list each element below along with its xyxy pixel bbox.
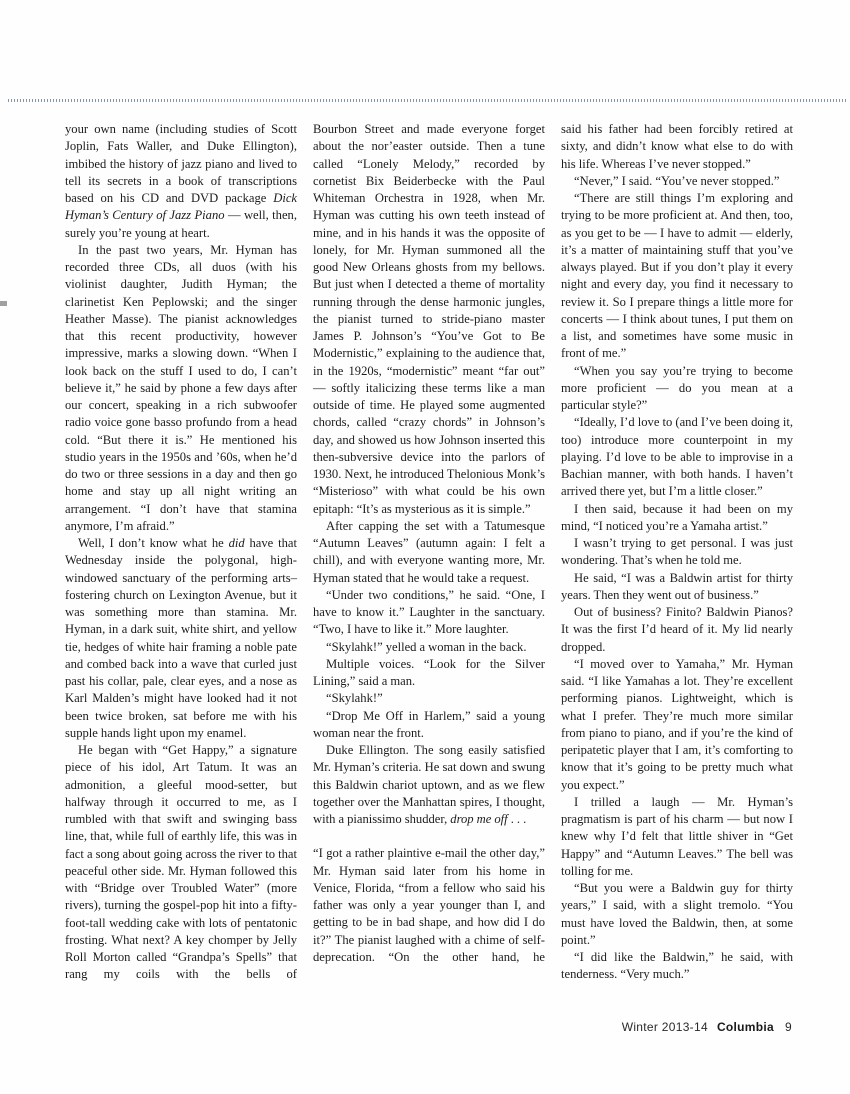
dotted-divider: [8, 99, 848, 102]
paragraph: [561, 363, 793, 415]
paragraph: [313, 690, 545, 707]
text-run: I trilled a laugh — Mr. Hyman’s pragmatism is part of his charm — but now I knew why I’d felt that little shiver in “Get Happy” and “Autumn Leaves.” The bell was tolling for me.: [561, 794, 793, 878]
paragraph: [313, 656, 545, 691]
paragraph: [561, 121, 793, 173]
text-run: He said, “I was a Baldwin artist for thirty years. Then they went out of business.”: [561, 570, 793, 602]
text-run: “Skylahk!”: [326, 691, 383, 706]
text-run: “Drop Me Off in Harlem,” said a young woman near the front.: [313, 708, 545, 740]
italic-text-run: drop me off: [450, 812, 508, 826]
text-column: [313, 121, 545, 984]
paragraph: [561, 656, 793, 794]
paragraph: [65, 242, 297, 535]
text-run: “I did like the Baldwin,” he said, with tenderness. “Very much.”: [561, 950, 793, 982]
footer-brand: Columbia: [716, 1020, 775, 1034]
footer-issue: Winter 2013-14: [621, 1020, 708, 1034]
paragraph: [65, 535, 297, 742]
text-run: He began with “Get Happy,” a signature piece of his idol, Art Tatum. It was an admonition, a gleeful mood-setter, but halfway through it occurred to me, as I rumbled with that swift and swinging bass line, that, while full of earthly life, this was in fact a song about going across the river to that peaceful other side. Mr. Hyman followed this with “Bridge over Troubled Water” (more rivers), turning the gospel-pop hit into a fifty-foot-tall wedding cake with lots of pentatonic frosting. What next? A key chomper by Jelly Roll Morton called “Grandpa’s Spells” that rang my coils with the bells of: [65, 743, 297, 982]
paragraph: [561, 414, 793, 500]
paragraph: [561, 570, 793, 605]
text-run: Multiple voices. “Look for the Silver Lining,” said a man.: [313, 656, 545, 688]
paragraph: [561, 190, 793, 363]
text-run: “Never,” I said. “You’ve never stopped.”: [574, 173, 780, 188]
text-run: I wasn’t trying to get personal. I was just wondering. That’s when he told me.: [561, 536, 793, 568]
article-body: [65, 121, 794, 984]
text-run: said his father had been forcibly retired at sixty, and didn’t know what else to do with his life. Whereas I’ve never stopped.”: [561, 122, 793, 171]
paragraph: [313, 121, 545, 518]
text-run: “But you were a Baldwin guy for thirty years,” I said, with a slight tremolo. “You must have loved the Baldwin, then, at some point.”: [561, 881, 793, 947]
paragraph: [65, 121, 297, 242]
text-run: Bourbon Street and made everyone forget about the nor’easter outside. Then a tune called “Lonely Melody,” recorded by cornetist Bix Beiderbecke with the Paul Whiteman Orchestra in 1928, when Mr. Hyman was cutting his own teeth instead of mine, and in his hands it was the opposite of lonely, for Mr. Hyman summoned all the good New Orleans ghosts from my bellows. But just when I detected a theme of mortality running through the dense harmonic jungles, the pianist turned to stride-piano master James P. Johnson’s “You’ve Got to Be Modernistic,” explaining to the audience that, in the 1920s, “modernistic” meant “far out” — softly italicizing these terms like a man outside of time. He played some augmented chords, called “crazy chords” in Johnson’s day, and showed us how Johnson inserted this then-subversive device into the parlors of 1930. Next, he introduced Thelonious Monk’s “Misterioso” with what could be his own epitaph: “It’s as mysterious as it is simple.”: [313, 122, 545, 516]
paragraph: [313, 587, 545, 639]
text-run: “Skylahk!” yelled a woman in the back.: [326, 639, 527, 654]
text-run: Out of business? Finito? Baldwin Pianos? It was the first I’d heard of it. My lid nearly dropped.: [561, 605, 793, 654]
paragraph: [561, 880, 793, 949]
paragraph: [65, 742, 297, 984]
text-column: [65, 121, 297, 984]
paragraph: [313, 845, 545, 966]
footer-page-number: 9: [785, 1020, 792, 1034]
paragraph: [561, 535, 793, 570]
text-run: “Ideally, I’d love to (and I’ve been doing it, too) introduce more counterpoint in my playing. I’d love to be able to improvise in a Bachian manner, with both hands. I haven’t arrived there yet, but I’m a little closer.”: [561, 415, 793, 499]
paragraph: [313, 639, 545, 656]
text-run: Duke Ellington. The song easily satisfied Mr. Hyman’s criteria. He sat down and swung this Baldwin chariot uptown, and as we flew together over the Manhattan spires, I thought, with a pianissimo shudder,: [313, 743, 545, 826]
paragraph: [561, 501, 793, 536]
italic-text-run: Dick Hyman’s Century of Jazz Piano: [65, 191, 297, 223]
text-run: Well, I don’t know what he: [78, 536, 229, 550]
text-run: your own name (including studies of Scott Joplin, Fats Waller, and Duke Ellington), imbibed the history of jazz piano and lived to tell its secrets in a book of transcriptions based on his CD and DVD package: [65, 122, 297, 205]
paragraph: [313, 708, 545, 743]
scan-artifact-mark: [0, 301, 7, 306]
text-run: “I moved over to Yamaha,” Mr. Hyman said. “I like Yamahas a lot. They’re excellent performing pianos. Lightweight, which is what I prefer. They’re much more similar from piano to piano, and if you’re the kind of peripatetic player that I am, it’s comforting to know that it’s going to be pretty much what you expect.”: [561, 656, 793, 792]
text-run: “I got a rather plaintive e-mail the other day,” Mr. Hyman said later from his home in Venice, Florida, “from a fellow who said his father was only a year younger than I, and getting to be in bad shape, and how did I do it?” The pianist laughed with a chime of self-deprecation. “On the other hand, he: [313, 846, 545, 964]
text-column: [561, 121, 793, 984]
text-run: After capping the set with a Tatumesque “Autumn Leaves” (autumn again: I felt a chill), and with everyone wanting more, Mr. Hyman stated that he would take a request.: [313, 518, 545, 585]
text-run: “There are still things I’m exploring and trying to be more proficient at. And then, too, as you get to be — I have to admit — elderly, it’s a matter of maintaining stuff that you’ve always played. But if you don’t play it every night and every day, you find it necessary to review it. So I prepare things a little more for concerts — I think about tunes, I put them on a list, and sometimes have some music in front of me.”: [561, 191, 793, 361]
text-run: I then said, because it had been on my mind, “I noticed you’re a Yamaha artist.”: [561, 501, 793, 533]
paragraph: [561, 173, 793, 190]
text-run: “When you say you’re trying to become more proficient — do you mean at a particular style?”: [561, 363, 793, 412]
italic-text-run: did: [228, 536, 245, 550]
page-footer: [562, 1020, 792, 1034]
paragraph: [313, 518, 545, 587]
text-run: “Under two conditions,” he said. “One, I have to know it.” Laughter in the sanctuary. “Two, I have to like it.” More laughter.: [313, 587, 545, 637]
paragraph: [561, 949, 793, 984]
text-run: . . .: [507, 812, 527, 826]
paragraph: [561, 604, 793, 656]
text-run: In the past two years, Mr. Hyman has recorded three CDs, all duos (with his violinist daughter, Judith Hyman; the clarinetist Ken Peplowski; and the singer Heather Masse). The pianist acknowledges that this recent productivity, however impressive, marks a slowing down. “When I look back on the stuff I used to do, I can’t believe it,” he said by phone a few days after our concert, speaking in a rich subwoofer radio voice gone basso profundo from a head cold. “But there it is.” He mentioned his studio years in the 1950s and ’60s, when he’d do two or three sessions in a day and then go home and stay up all night writing an arrangement. “I don’t have that stamina anymore, I’m afraid.”: [65, 242, 297, 533]
text-run: have that Wednesday inside the polygonal, high-windowed sanctuary of the performing arts–fostering church on Lexington Avenue, but it was something more than stamina. Mr. Hyman, in a dark suit, white shirt, and yellow tie, hedges of white hair framing a noble pate and combed back into a wave that curled just past his collar, pale, clear eyes, and a nose as Karl Malden’s might have looked had it not been twice broken, sat before me with his supple hands light upon my enamel.: [65, 536, 297, 740]
paragraph: [313, 742, 545, 828]
paragraph: [561, 794, 793, 880]
text-run: — well, then, surely you’re young at heart.: [65, 208, 297, 240]
